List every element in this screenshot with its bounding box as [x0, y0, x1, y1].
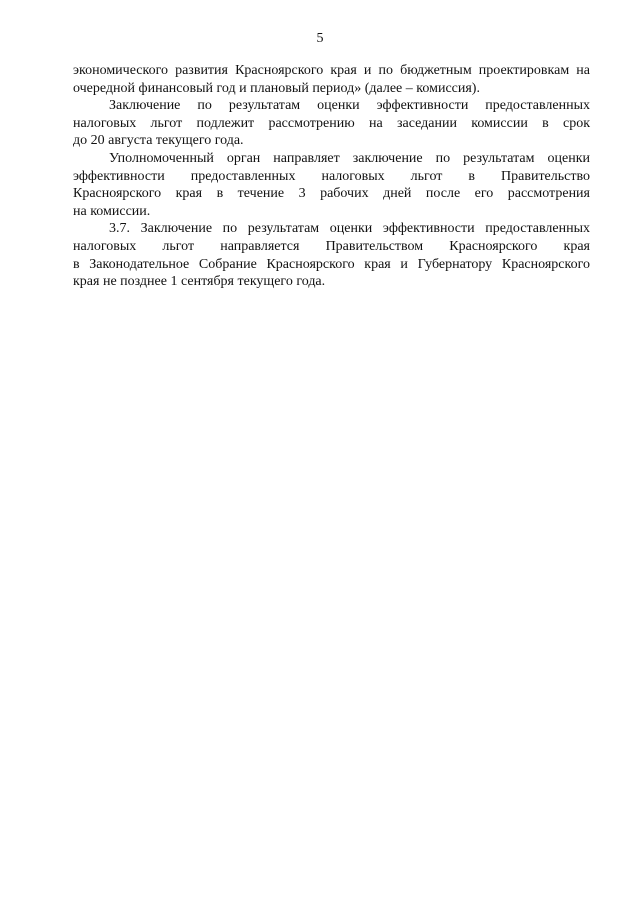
- text-line: налоговых льгот направляется Правительством Красноярского края: [73, 238, 590, 254]
- text-line: 3.7. Заключение по результатам оценки эффективности предоставленных: [109, 221, 590, 237]
- paragraph-commission-review: [73, 97, 590, 150]
- text-line: в Законодательное Собрание Красноярского края и Губернатору Красноярского: [73, 256, 590, 272]
- paragraph-commission-definition: [73, 62, 590, 97]
- text-line: очередной финансовый год и плановый период» (далее – комиссия).: [73, 80, 480, 96]
- text-line: края не позднее 1 сентября текущего года.: [73, 274, 326, 290]
- page-number: 5: [316, 31, 324, 46]
- text-line: Красноярского края в течение 3 рабочих дней после его рассмотрения: [73, 186, 590, 202]
- text-line: до 20 августа текущего года.: [73, 133, 244, 149]
- text-line: Заключение по результатам оценки эффективности предоставленных: [109, 98, 590, 114]
- paragraph-authority-submission: [73, 150, 590, 220]
- paragraph-3-7-conclusion-delivery: [73, 220, 590, 290]
- text-line: налоговых льгот подлежит рассмотрению на заседании комиссии в срок: [73, 115, 590, 131]
- document-body: [73, 62, 590, 291]
- text-line: Уполномоченный орган направляет заключение по результатам оценки: [109, 150, 590, 166]
- text-line: экономического развития Красноярского края и по бюджетным проектировкам на: [73, 63, 590, 78]
- text-line: эффективности предоставленных налоговых льгот в Правительство: [73, 168, 590, 184]
- text-line: на комиссии.: [73, 203, 151, 219]
